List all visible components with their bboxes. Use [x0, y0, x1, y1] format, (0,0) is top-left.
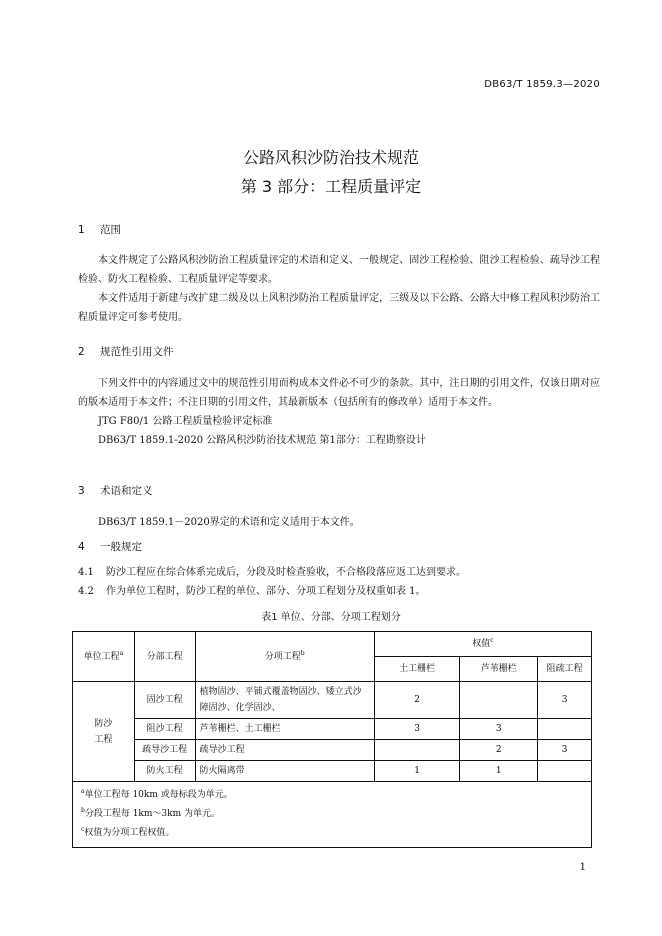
cell-item: 植物固沙、平铺式覆盖物固沙、矮立式沙障固沙、化学固沙、 — [195, 682, 374, 719]
cell-weight-3: 3 — [538, 740, 592, 761]
section-title: 一般规定 — [100, 541, 142, 553]
cell-part: 阻沙工程 — [134, 719, 195, 740]
section-4-heading — [78, 539, 142, 554]
reference-item: JTG F80/1 公路工程质量检验评定标准 — [98, 416, 273, 427]
header-weight-geo-fence: 土工栅栏 — [374, 657, 460, 682]
cell-weight-2 — [460, 682, 538, 719]
cell-item: 防火隔离带 — [195, 761, 374, 782]
section-title: 术语和定义 — [100, 485, 153, 497]
section-title: 规范性引用文件 — [100, 346, 174, 358]
standard-code: DB63/T 1859.3—2020 — [484, 79, 600, 90]
section-number: 1 — [78, 224, 85, 236]
section-2-body — [78, 374, 600, 450]
clause-text: 作为单位工程时，防沙工程的单位、部分、分项工程划分及权重如表 1。 — [106, 586, 426, 597]
section-1-heading — [78, 222, 121, 237]
clause-4-1 — [78, 563, 466, 578]
clause-4-2 — [78, 582, 426, 597]
section-number: 4 — [78, 541, 85, 553]
cell-item: 疏导沙工程 — [195, 740, 374, 761]
reference-item: DB63/T 1859.1-2020 公路风积沙防治技术规范 第1部分：工程勘察设计 — [98, 435, 426, 446]
header-item-project: 分项工程$^b$ — [195, 632, 374, 682]
clause-number: 4.1 — [78, 567, 94, 578]
paragraph: 本文件适用于新建与改扩建二级及以上风积沙防治工程质量评定，三级及以下公路、公路大中修工程风积沙防治工程质量评定可参考使用。 — [78, 293, 600, 323]
document-subtitle: 第 3 部分：工程质量评定 — [240, 177, 422, 196]
table-row — [73, 719, 592, 740]
cell-weight-2: 2 — [460, 740, 538, 761]
paragraph: 下列文件中的内容通过文中的规范性引用而构成本文件必不可少的条款。其中，注日期的引用文件，仅该日期对应的版本适用于本文件；不注日期的引用文件，其最新版本（包括所有的修改单）适用于本文件。 — [78, 378, 600, 408]
cell-weight-1 — [374, 740, 460, 761]
section-number: 2 — [78, 346, 85, 358]
header-weight-reed-fence: 芦苇栅栏 — [460, 657, 538, 682]
header-weight-block-guide: 阻疏工程 — [538, 657, 592, 682]
clause-number: 4.2 — [78, 586, 94, 597]
cell-weight-2: 3 — [460, 719, 538, 740]
cell-weight-1: 3 — [374, 719, 460, 740]
document-title: 公路风积沙防治技术规范 — [242, 148, 419, 167]
section-3-heading — [78, 483, 153, 498]
table-note: $^c$权值为分项工程权值。 — [81, 826, 175, 838]
table-row — [73, 761, 592, 782]
table-notes-row — [73, 782, 592, 848]
header-weight: 权值$^c$ — [374, 632, 591, 657]
table-row — [73, 740, 592, 761]
cell-item: 芦苇栅栏、土工栅栏 — [195, 719, 374, 740]
cell-weight-1: 2 — [374, 682, 460, 719]
section-3-body — [78, 513, 600, 532]
cell-weight-3 — [538, 761, 592, 782]
table-note: $^b$分段工程每 1km～3km 为单元。 — [81, 807, 220, 819]
cell-part: 疏导沙工程 — [134, 740, 195, 761]
cell-weight-2: 1 — [460, 761, 538, 782]
cell-weight-3 — [538, 719, 592, 740]
paragraph: DB63/T 1859.1－2020界定的术语和定义适用于本文件。 — [98, 517, 360, 528]
header-part-project: 分部工程 — [134, 632, 195, 682]
cell-unit-name: 防沙 工程 — [73, 682, 135, 782]
table-notes — [73, 782, 592, 848]
section-number: 3 — [78, 485, 85, 497]
section-2-heading — [78, 344, 174, 359]
cell-weight-3: 3 — [538, 682, 592, 719]
section-title: 范围 — [100, 224, 121, 236]
cell-part: 防火工程 — [134, 761, 195, 782]
page-number: 1 — [579, 862, 586, 873]
table-header-row — [73, 632, 592, 657]
cell-part: 固沙工程 — [134, 682, 195, 719]
section-1-body — [78, 251, 600, 327]
paragraph: 本文件规定了公路风积沙防治工程质量评定的术语和定义、一般规定、固沙工程检验、阻沙工程检验、疏导沙工程检验、防火工程检验、工程质量评定等要求。 — [78, 255, 600, 285]
clause-text: 防沙工程应在综合体系完成后，分段及时检查验收，不合格段落应返工达到要求。 — [106, 567, 466, 578]
table-caption: 表1 单位、分部、分项工程划分 — [261, 612, 401, 623]
header-unit-project: 单位工程$^a$ — [73, 632, 135, 682]
table-row — [73, 682, 592, 719]
cell-weight-1: 1 — [374, 761, 460, 782]
project-division-table — [72, 631, 592, 848]
table-note: $^a$单位工程每 10km 或每标段为单元。 — [81, 788, 233, 800]
